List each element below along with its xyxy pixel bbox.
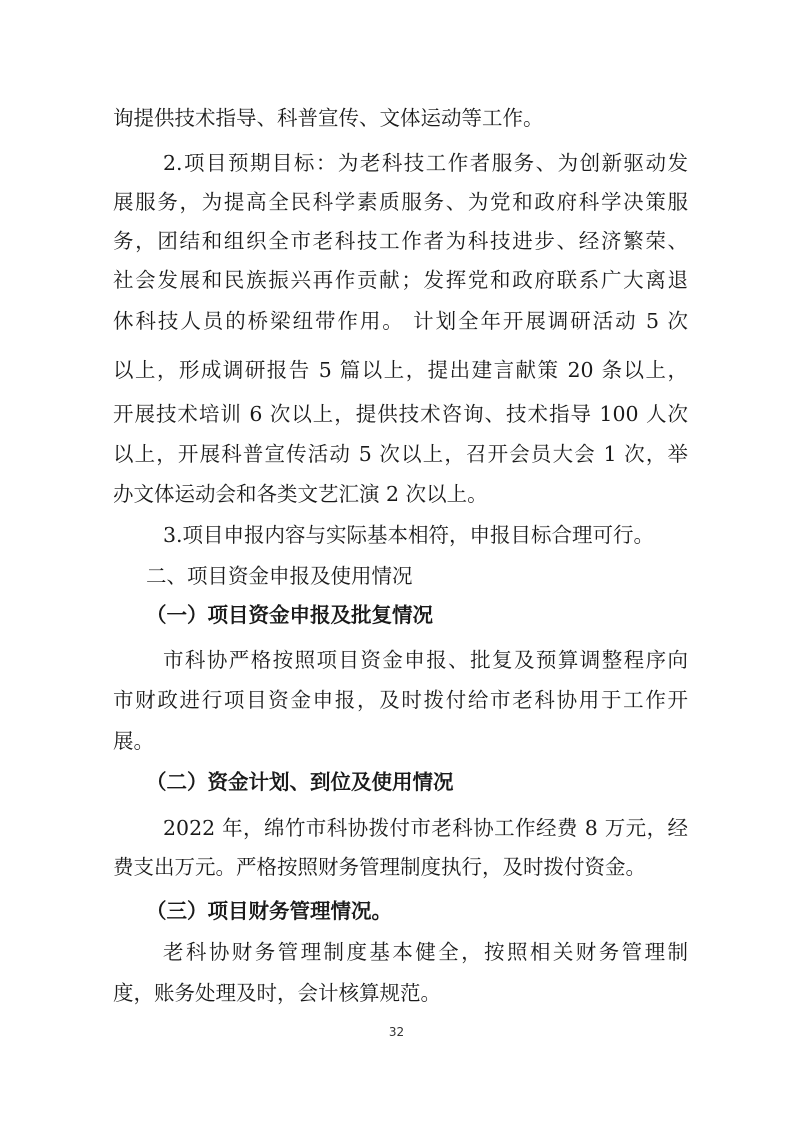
body-line: 社会发展和民族振兴再作贡献；发挥党和政府联系广大离退 xyxy=(113,268,688,292)
body-line: 以上，开展科普宣传活动 5 次以上，召开会员大会 1 次，举 xyxy=(113,442,688,466)
body-line: 度，账务处理及时，会计核算规范。 xyxy=(113,981,441,1005)
body-line: 以上，形成调研报告 5 篇以上，提出建言献策 20 条以上， xyxy=(113,358,688,382)
section-heading: 二、项目资金申报及使用情况 xyxy=(146,564,413,588)
body-line: 办文体运动会和各类文艺汇演 2 次以上。 xyxy=(113,482,488,506)
page-number: 32 xyxy=(388,1025,405,1039)
body-line: 老科协财务管理制度基本健全，按照相关财务管理制 xyxy=(163,940,688,964)
body-line: 询提供技术指导、科普宣传、文体运动等工作。 xyxy=(113,106,544,130)
body-line: 休科技人员的桥梁纽带作用。 计划全年开展调研活动 5 次 xyxy=(113,309,688,333)
body-line: 2.项目预期目标：为老科技工作者服务、为创新驱动发 xyxy=(163,151,688,175)
body-line: 务，团结和组织全市老科技工作者为科技进步、经济繁荣、 xyxy=(113,229,688,253)
body-line: 3.项目申报内容与实际基本相符，申报目标合理可行。 xyxy=(163,523,655,547)
body-line: 2022 年，绵竹市科协拨付市老科协工作经费 8 万元，经 xyxy=(163,816,688,840)
subsection-heading: （一）项目资金申报及批复情况 xyxy=(146,603,433,627)
subsection-heading: （二）资金计划、到位及使用情况 xyxy=(146,770,454,794)
body-line: 开展技术培训 6 次以上，提供技术咨询、技术指导 100 人次 xyxy=(113,402,688,426)
body-line: 市科协严格按照项目资金申报、批复及预算调整程序向 xyxy=(163,648,688,672)
subsection-heading: （三）项目财务管理情况。 xyxy=(146,899,392,923)
body-line: 费支出万元。严格按照财务管理制度执行，及时拨付资金。 xyxy=(113,855,646,879)
body-line: 展。 xyxy=(113,729,154,753)
body-line: 展服务，为提高全民科学素质服务、为党和政府科学决策服 xyxy=(113,190,688,214)
body-line: 市财政进行项目资金申报，及时拨付给市老科协用于工作开 xyxy=(113,688,688,712)
